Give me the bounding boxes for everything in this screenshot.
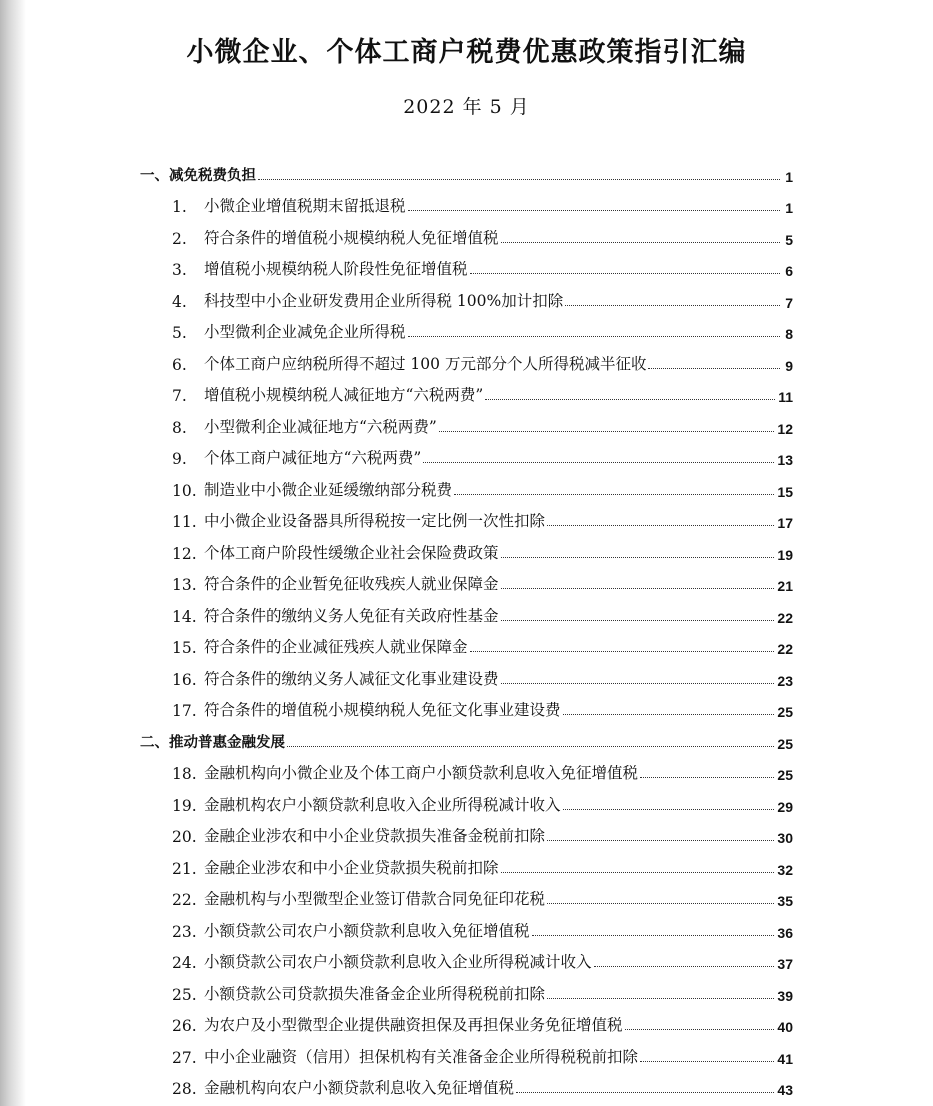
toc-dot-leader: [547, 998, 774, 999]
toc-entry[interactable]: [140, 409, 793, 441]
toc-entry-title: 增值税小规模纳税人减征地方“六税两费”: [204, 386, 484, 404]
toc-entry[interactable]: [140, 945, 793, 977]
toc-entry[interactable]: [140, 283, 793, 315]
toc-entry-title: 符合条件的企业减征残疾人就业保障金: [204, 638, 468, 656]
toc-dot-leader: [501, 588, 775, 589]
toc-entry[interactable]: [140, 441, 793, 473]
toc-page-number: 23: [777, 672, 793, 689]
toc-page-number: 25: [777, 704, 793, 720]
toc-entry[interactable]: [140, 252, 793, 284]
toc-entry-title: 符合条件的增值税小规模纳税人免征文化事业建设费: [204, 701, 561, 719]
toc-entry-number: 9.: [172, 450, 187, 468]
toc-entry[interactable]: [140, 661, 793, 693]
toc-entry-title: 二、推动普惠金融发展: [140, 734, 285, 751]
document-date: 2022 年 5 月: [403, 96, 530, 118]
toc-dot-leader: [640, 777, 774, 778]
toc-entry[interactable]: [140, 504, 793, 536]
toc-entry-number: 11.: [172, 513, 197, 531]
document-title: 小微企业、个体工商户税费优惠政策指引汇编: [186, 37, 747, 68]
toc-entry[interactable]: [140, 472, 793, 504]
toc-entry-title: 金融机构农户小额贷款利息收入企业所得税减计收入: [204, 795, 561, 814]
toc-section-heading[interactable]: [140, 157, 793, 189]
toc-entry[interactable]: [140, 1008, 793, 1040]
toc-dot-leader: [547, 525, 774, 526]
toc-entry-number: 16.: [172, 670, 197, 689]
toc-dot-leader: [485, 399, 775, 400]
toc-page-number: 35: [777, 893, 793, 909]
toc-entry[interactable]: [140, 1071, 793, 1103]
toc-entry-number: 19.: [172, 796, 197, 815]
toc-entry[interactable]: [140, 220, 793, 252]
toc-entry-title: 个体工商户应纳税所得不超过 100 万元部分个人所得税减半征收: [204, 354, 647, 373]
toc-page-number: 32: [777, 861, 793, 878]
toc-entry[interactable]: [140, 882, 793, 914]
toc-entry-number: 7.: [172, 387, 187, 405]
toc-dot-leader: [594, 966, 775, 967]
toc-entry[interactable]: [140, 1039, 793, 1071]
toc-dot-leader: [501, 557, 775, 558]
toc-entry-number: 3.: [172, 261, 187, 279]
toc-dot-leader: [470, 651, 775, 652]
toc-page-number: 41: [777, 1050, 793, 1067]
toc-dot-leader: [547, 840, 774, 841]
toc-dot-leader: [423, 462, 774, 463]
toc-entry-number: 18.: [172, 765, 197, 783]
toc-entry[interactable]: [140, 567, 793, 599]
toc-entry-title: 符合条件的缴纳义务人免征有关政府性基金: [204, 606, 499, 625]
table-of-contents: [140, 157, 793, 1102]
toc-dot-leader: [439, 431, 775, 432]
toc-entry-number: 4.: [172, 292, 187, 311]
toc-page-number: 1: [785, 168, 793, 185]
toc-page-number: 29: [777, 798, 793, 815]
toc-dot-leader: [563, 714, 775, 715]
toc-entry-title: 符合条件的缴纳义务人减征文化事业建设费: [204, 669, 499, 688]
toc-entry-number: 21.: [172, 859, 197, 878]
toc-dot-leader: [625, 1029, 775, 1030]
toc-entry-number: 28.: [172, 1080, 197, 1098]
toc-entry-number: 12.: [172, 544, 197, 563]
toc-entry-number: 1.: [172, 198, 187, 216]
toc-dot-leader: [501, 683, 775, 684]
toc-page-number: 36: [777, 924, 793, 941]
toc-entry-number: 6.: [172, 355, 187, 374]
toc-page-number: 12: [777, 420, 793, 437]
toc-entry[interactable]: [140, 378, 793, 410]
toc-entry[interactable]: [140, 787, 793, 819]
toc-entry-number: 14.: [172, 607, 197, 626]
toc-page-number: 37: [777, 956, 793, 972]
toc-dot-leader: [408, 210, 780, 211]
toc-entry-title: 一、减免税费负担: [140, 167, 256, 184]
toc-entry-number: 17.: [172, 702, 197, 720]
toc-dot-leader: [565, 305, 780, 306]
toc-entry-title: 制造业中小微企业延缓缴纳部分税费: [204, 480, 453, 499]
toc-entry-title: 符合条件的企业暂免征收残疾人就业保障金: [204, 575, 499, 593]
toc-entry-title: 小额贷款公司贷款损失准备金企业所得税税前扣除: [204, 984, 546, 1003]
toc-entry-number: 26.: [172, 1017, 197, 1035]
toc-entry-title: 金融企业涉农和中小企业贷款损失准备金税前扣除: [204, 827, 546, 845]
toc-entry-title: 金融企业涉农和中小企业贷款损失税前扣除: [204, 858, 499, 877]
toc-dot-leader: [454, 494, 774, 495]
toc-entry-number: 22.: [172, 891, 197, 909]
toc-page-number: 9: [785, 357, 793, 374]
toc-entry-title: 增值税小规模纳税人阶段性免征增值税: [204, 260, 468, 278]
toc-entry-title: 金融机构向农户小额贷款利息收入免征增值税: [204, 1079, 515, 1097]
toc-page-number: 6: [785, 263, 793, 279]
toc-entry[interactable]: [140, 346, 793, 378]
toc-page-number: 13: [777, 452, 793, 468]
toc-entry[interactable]: [140, 630, 793, 662]
toc-entry[interactable]: [140, 693, 793, 725]
toc-dot-leader: [501, 872, 775, 873]
toc-entry-title: 小型微利企业减征地方“六税两费”: [204, 417, 437, 436]
toc-entry-number: 5.: [172, 324, 187, 342]
toc-entry[interactable]: [140, 850, 793, 882]
toc-page-number: 43: [777, 1082, 793, 1098]
toc-dot-leader: [408, 336, 780, 337]
toc-section-heading[interactable]: [140, 724, 793, 756]
toc-entry-title: 符合条件的增值税小规模纳税人免征增值税: [204, 228, 499, 247]
toc-entry[interactable]: [140, 756, 793, 788]
toc-entry-title: 个体工商户减征地方“六税两费”: [204, 449, 422, 467]
toc-entry-number: 23.: [172, 922, 197, 941]
toc-page-number: 22: [777, 609, 793, 626]
toc-entry-number: 2.: [172, 229, 187, 248]
toc-dot-leader: [287, 746, 774, 747]
toc-page-number: 25: [777, 735, 793, 752]
toc-page-number: 8: [785, 326, 793, 342]
toc-page-number: 22: [777, 641, 793, 657]
toc-entry-title: 金融机构向小微企业及个体工商户小额贷款利息收入免征增值税: [204, 764, 639, 782]
toc-entry-title: 为农户及小型微型企业提供融资担保及再担保业务免征增值税: [204, 1016, 623, 1034]
toc-dot-leader: [563, 809, 775, 810]
toc-page-number: 11: [778, 389, 793, 405]
toc-entry-title: 小微企业增值税期末留抵退税: [204, 197, 406, 215]
toc-page-number: 15: [777, 483, 793, 500]
toc-dot-leader: [470, 273, 780, 274]
toc-entry-number: 10.: [172, 481, 197, 500]
toc-dot-leader: [547, 903, 774, 904]
toc-entry-title: 中小微企业设备器具所得税按一定比例一次性扣除: [204, 512, 546, 530]
toc-entry-title: 金融机构与小型微型企业签订借款合同免征印花税: [204, 890, 546, 908]
toc-page-number: 39: [777, 987, 793, 1004]
toc-entry-number: 15.: [172, 639, 197, 657]
toc-dot-leader: [501, 620, 775, 621]
toc-entry-number: 24.: [172, 954, 197, 972]
toc-page-number: 25: [777, 767, 793, 783]
toc-entry-title: 个体工商户阶段性缓缴企业社会保险费政策: [204, 543, 499, 562]
toc-entry-number: 20.: [172, 828, 197, 846]
toc-entry[interactable]: [140, 598, 793, 630]
toc-dot-leader: [516, 1092, 774, 1093]
toc-entry[interactable]: [140, 913, 793, 945]
toc-entry-title: 小型微利企业减免企业所得税: [204, 323, 406, 341]
toc-dot-leader: [258, 179, 780, 180]
toc-entry-title: 小额贷款公司农户小额贷款利息收入企业所得税减计收入: [204, 953, 592, 971]
toc-page-number: 5: [785, 231, 793, 248]
toc-entry[interactable]: [140, 315, 793, 347]
toc-entry-number: 27.: [172, 1048, 197, 1067]
toc-entry-title: 科技型中小企业研发费用企业所得税 100%加计扣除: [204, 291, 564, 310]
toc-dot-leader: [501, 242, 780, 243]
toc-page-number: 17: [777, 515, 793, 531]
toc-page-number: 19: [777, 546, 793, 563]
toc-entry-title: 小额贷款公司农户小额贷款利息收入免征增值税: [204, 921, 530, 940]
toc-dot-leader: [532, 935, 775, 936]
toc-entry[interactable]: [140, 976, 793, 1008]
toc-page-number: 30: [777, 830, 793, 846]
toc-page-number: 40: [777, 1019, 793, 1035]
toc-entry-title: 中小企业融资（信用）担保机构有关准备金企业所得税税前扣除: [204, 1047, 639, 1066]
toc-dot-leader: [640, 1061, 774, 1062]
toc-dot-leader: [648, 368, 780, 369]
toc-entry[interactable]: [140, 819, 793, 851]
toc-entry[interactable]: [140, 535, 793, 567]
toc-entry-number: 13.: [172, 576, 197, 594]
toc-page-number: 7: [785, 294, 793, 311]
toc-page-number: 21: [777, 578, 793, 594]
toc-entry[interactable]: [140, 189, 793, 221]
toc-entry-number: 8.: [172, 418, 187, 437]
toc-entry-number: 25.: [172, 985, 197, 1004]
toc-page-number: 1: [785, 200, 793, 216]
